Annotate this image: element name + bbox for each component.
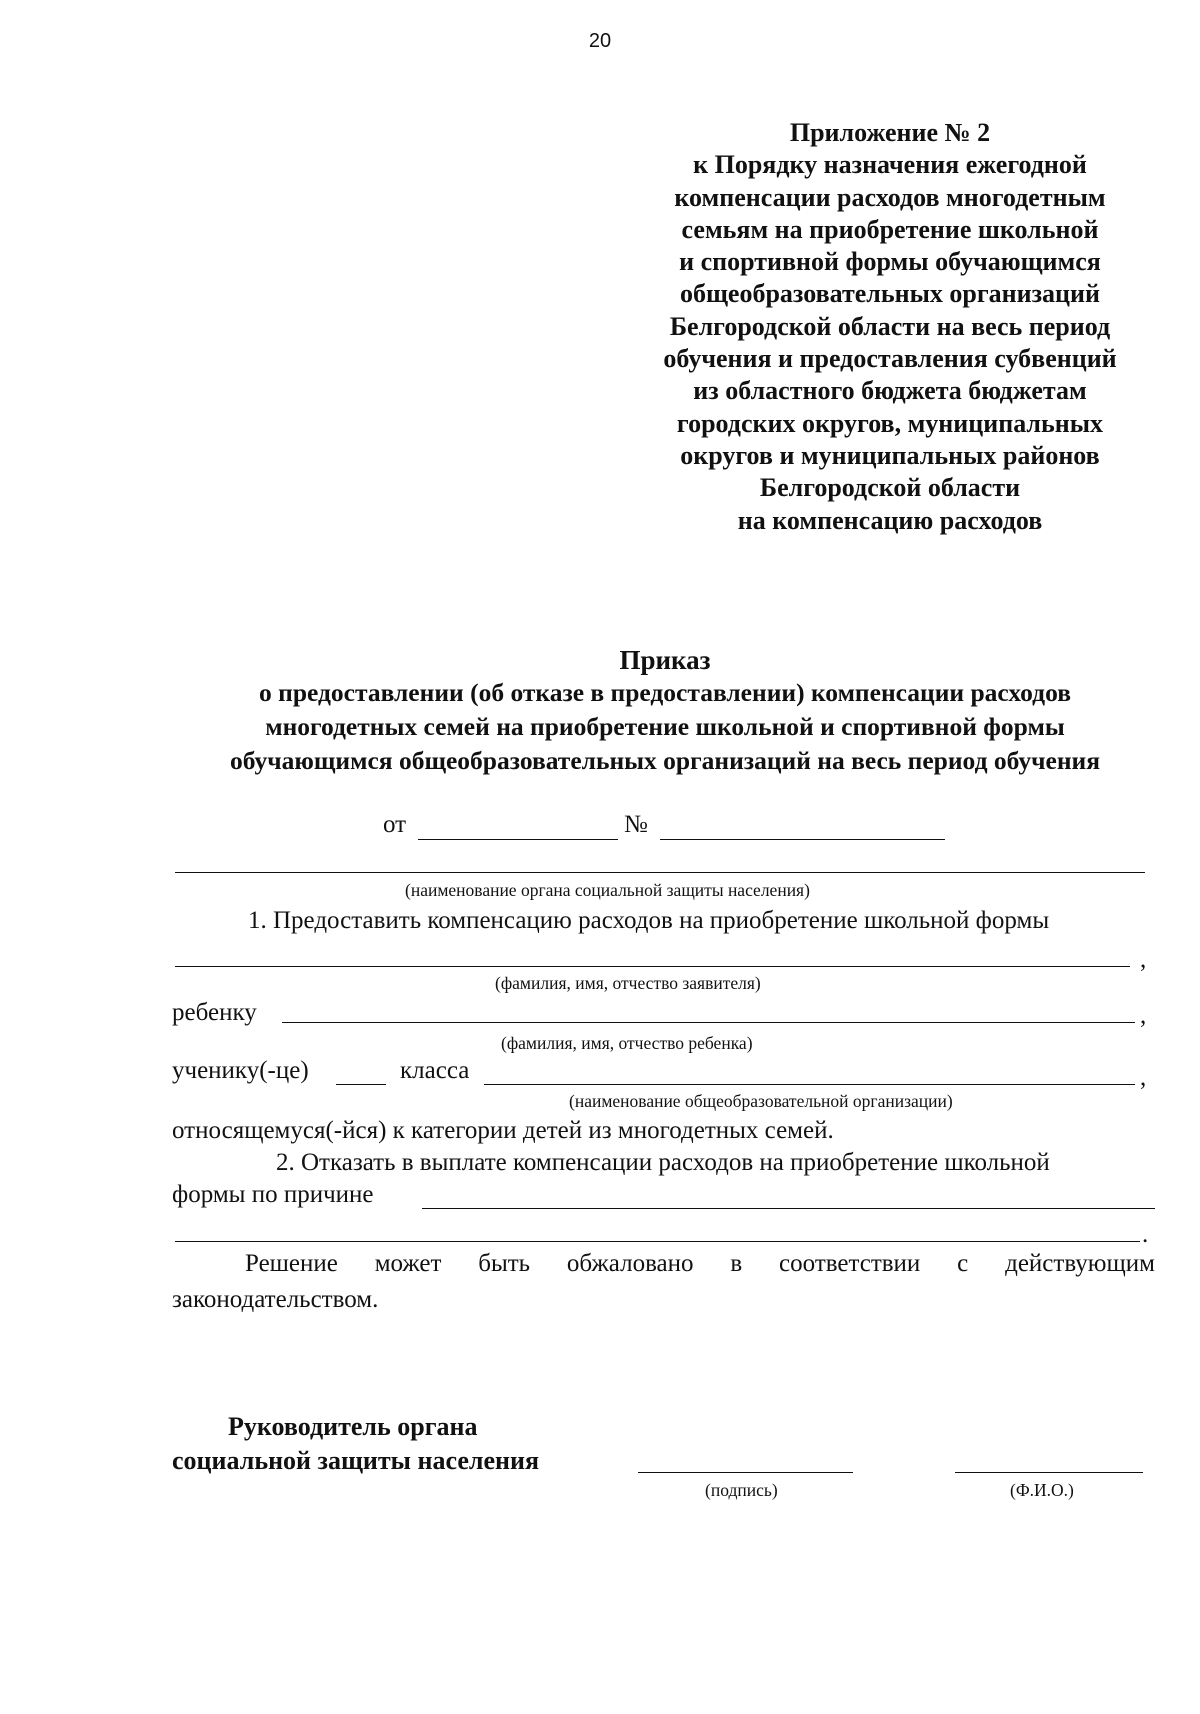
appeal-word: действующим bbox=[1005, 1250, 1155, 1277]
signature-field[interactable] bbox=[638, 1472, 853, 1473]
authority-field[interactable] bbox=[175, 872, 1145, 873]
class-number-field[interactable] bbox=[336, 1084, 386, 1085]
school-caption: (наименование общеобразовательной организации) bbox=[569, 1091, 953, 1111]
appendix-line: на компенсацию расходов bbox=[737, 505, 1043, 535]
school-comma: , bbox=[1140, 1064, 1147, 1091]
applicant-field[interactable] bbox=[175, 966, 1130, 967]
reason-field-continued[interactable] bbox=[175, 1241, 1140, 1242]
appeal-word: с bbox=[957, 1250, 969, 1277]
number-label: № bbox=[624, 811, 648, 838]
class-label: класса bbox=[400, 1057, 470, 1084]
appendix-line: Белгородской области на весь период bbox=[669, 311, 1111, 341]
appendix-line: Белгородской области bbox=[759, 473, 1021, 503]
appendix-line: семьям на приобретение школьной bbox=[681, 214, 1099, 244]
appendix-heading bbox=[600, 117, 1180, 537]
child-comma: , bbox=[1140, 1002, 1147, 1029]
authority-caption: (наименование органа социальной защиты населения) bbox=[405, 880, 810, 900]
item2-line2: формы по причине bbox=[172, 1181, 374, 1208]
applicant-comma: , bbox=[1140, 946, 1147, 973]
head-title-line2: социальной защиты населения bbox=[172, 1446, 540, 1475]
item1-text: 1. Предоставить компенсацию расходов на приобретение школьной формы bbox=[248, 907, 1050, 934]
applicant-caption: (фамилия, имя, отчество заявителя) bbox=[495, 973, 761, 993]
subtitle-line: о предоставлении (об отказе в предоставлении) компенсации расходов bbox=[259, 678, 1071, 707]
appendix-line: округов и муниципальных районов bbox=[680, 440, 1100, 470]
appeal-line1 bbox=[245, 1249, 1155, 1279]
school-field[interactable] bbox=[484, 1084, 1135, 1085]
appendix-line: компенсации расходов многодетным bbox=[674, 182, 1106, 212]
appendix-line: обучения и предоставления субвенций bbox=[663, 344, 1117, 374]
appendix-line: к Порядку назначения ежегодной bbox=[693, 150, 1087, 180]
subtitle-line: обучающимся общеобразовательных организаций на весь период обучения bbox=[229, 746, 1100, 775]
appeal-word: в bbox=[730, 1250, 743, 1277]
reason-period: . bbox=[1142, 1221, 1149, 1248]
date-label: от bbox=[383, 811, 407, 838]
appendix-line: городских округов, муниципальных bbox=[676, 408, 1104, 438]
reason-field[interactable] bbox=[422, 1208, 1155, 1209]
full-name-field[interactable] bbox=[955, 1472, 1143, 1473]
subtitle-line: многодетных семей на приобретение школьной и спортивной формы bbox=[265, 712, 1065, 741]
child-caption: (фамилия, имя, отчество ребенка) bbox=[501, 1033, 753, 1053]
child-field[interactable] bbox=[282, 1022, 1135, 1023]
full-name-caption: (Ф.И.О.) bbox=[1010, 1480, 1074, 1500]
appeal-line2: законодательством. bbox=[172, 1286, 379, 1313]
order-subtitle bbox=[0, 676, 1200, 778]
child-label: ребенку bbox=[172, 999, 257, 1026]
appendix-line: Приложение № 2 bbox=[789, 118, 991, 147]
head-title-line1: Руководитель органа bbox=[228, 1412, 478, 1441]
pupil-label: ученику(-це) bbox=[172, 1057, 309, 1084]
appeal-word: может bbox=[374, 1250, 442, 1277]
appeal-word: обжаловано bbox=[566, 1250, 694, 1277]
appeal-word: Решение bbox=[245, 1250, 338, 1277]
category-text: относящемуся(-йся) к категории детей из многодетных семей. bbox=[172, 1117, 834, 1144]
order-title: Приказ bbox=[619, 645, 711, 675]
appeal-word: быть bbox=[478, 1250, 531, 1277]
page-number: 20 bbox=[588, 30, 612, 52]
date-field[interactable] bbox=[418, 839, 618, 840]
appendix-line: из областного бюджета бюджетам bbox=[693, 376, 1087, 406]
number-field[interactable] bbox=[660, 839, 945, 840]
signature-caption: (подпись) bbox=[705, 1480, 778, 1500]
item2-line1: 2. Отказать в выплате компенсации расходов на приобретение школьной bbox=[276, 1149, 1050, 1176]
appeal-word: соответствии bbox=[779, 1250, 921, 1277]
appendix-line: и спортивной формы обучающимся bbox=[679, 247, 1101, 277]
appendix-line: общеобразовательных организаций bbox=[679, 279, 1100, 309]
